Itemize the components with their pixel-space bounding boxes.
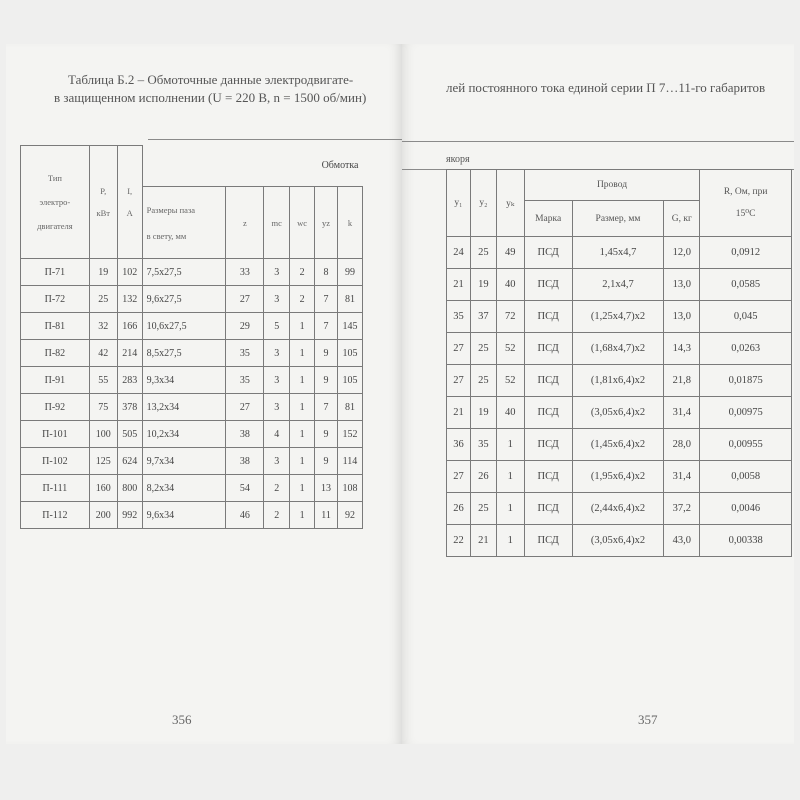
wire-mark-cell: ПСД [524,269,572,301]
table-row [447,237,792,269]
motor-type-cell: П-81 [21,313,90,340]
weight-cell: 31,4 [664,461,700,493]
table-row [447,333,792,365]
k-cell: 81 [337,286,362,313]
header-y1: y₁ [447,170,471,237]
z-cell: 29 [226,313,264,340]
power-cell: 100 [89,421,117,448]
table-row [21,259,363,286]
wire-mark-cell: ПСД [524,461,572,493]
k-cell: 81 [337,394,362,421]
k-cell: 145 [337,313,362,340]
mc-cell: 3 [264,340,290,367]
group-header-armature: якоря [446,154,470,165]
header-power: P, кВт [89,146,117,259]
left-page [6,44,403,744]
motor-type-cell: П-71 [21,259,90,286]
current-cell: 992 [117,502,142,529]
wc-cell: 1 [290,367,315,394]
z-cell: 35 [226,367,264,394]
current-cell: 283 [117,367,142,394]
current-cell: 214 [117,340,142,367]
slot-size-cell: 9,3x34 [142,367,226,394]
table-row [447,269,792,301]
power-cell: 55 [89,367,117,394]
yk-cell: 72 [496,301,524,333]
wire-size-cell: 2,1x4,7 [572,269,664,301]
wire-mark-cell: ПСД [524,493,572,525]
header-slot-size: Размеры паза в свету, мм [142,187,226,259]
wc-cell: 1 [290,448,315,475]
wire-mark-cell: ПСД [524,237,572,269]
y2-cell: 25 [470,333,496,365]
weight-cell: 31,4 [664,397,700,429]
resistance-cell: 0,0912 [700,237,792,269]
wire-mark-cell: ПСД [524,525,572,557]
current-cell: 132 [117,286,142,313]
mc-cell: 3 [264,259,290,286]
weight-cell: 14,3 [664,333,700,365]
wire-size-cell: (1,68x4,7)x2 [572,333,664,365]
current-cell: 378 [117,394,142,421]
header-k: k [337,187,362,259]
table-caption-continued: лей постоянного тока единой серии П 7…11-го габаритов [446,80,766,95]
y1-cell: 35 [447,301,471,333]
wire-mark-cell: ПСД [524,365,572,397]
power-cell: 32 [89,313,117,340]
k-cell: 114 [337,448,362,475]
weight-cell: 12,0 [664,237,700,269]
table-caption-line2: в защищенном исполнении (U = 220 В, n = 1500 об/мин) [54,90,367,105]
header-weight: G, кг [664,201,700,237]
y2-cell: 19 [470,397,496,429]
table-row [21,448,363,475]
y1-cell: 21 [447,269,471,301]
slot-size-cell: 8,5x27,5 [142,340,226,367]
y2-cell: 35 [470,429,496,461]
slot-size-cell: 8,2x34 [142,475,226,502]
yz-cell: 7 [315,394,338,421]
yz-cell: 9 [315,367,338,394]
resistance-cell: 0,0058 [700,461,792,493]
motor-type-cell: П-92 [21,394,90,421]
motor-type-cell: П-91 [21,367,90,394]
yz-cell: 11 [315,502,338,529]
mc-cell: 2 [264,502,290,529]
resistance-cell: 0,00955 [700,429,792,461]
resistance-cell: 0,00975 [700,397,792,429]
y1-cell: 27 [447,333,471,365]
wire-size-cell: (3,05x6,4)x2 [572,397,664,429]
y2-cell: 19 [470,269,496,301]
top-rule [148,139,402,140]
mc-cell: 3 [264,286,290,313]
z-cell: 38 [226,421,264,448]
yz-cell: 9 [315,448,338,475]
current-cell: 624 [117,448,142,475]
table-row [447,525,792,557]
wire-size-cell: 1,45x4,7 [572,237,664,269]
resistance-cell: 0,0046 [700,493,792,525]
weight-cell: 13,0 [664,301,700,333]
yk-cell: 1 [496,525,524,557]
wc-cell: 1 [290,394,315,421]
wire-size-cell: (1,25x4,7)x2 [572,301,664,333]
weight-cell: 43,0 [664,525,700,557]
yk-cell: 1 [496,461,524,493]
y1-cell: 27 [447,461,471,493]
weight-cell: 37,2 [664,493,700,525]
motor-type-cell: П-101 [21,421,90,448]
yz-cell: 7 [315,286,338,313]
current-cell: 505 [117,421,142,448]
wire-size-cell: (1,45x6,4)x2 [572,429,664,461]
table-row [21,313,363,340]
table-row [447,429,792,461]
yz-cell: 9 [315,340,338,367]
yk-cell: 49 [496,237,524,269]
header-winding-group: Обмотка [142,146,362,187]
wc-cell: 2 [290,259,315,286]
yz-cell: 9 [315,421,338,448]
y1-cell: 36 [447,429,471,461]
top-rule-right [402,141,794,142]
table-row [21,475,363,502]
z-cell: 33 [226,259,264,286]
power-cell: 200 [89,502,117,529]
mc-cell: 4 [264,421,290,448]
power-cell: 42 [89,340,117,367]
mc-cell: 2 [264,475,290,502]
z-cell: 35 [226,340,264,367]
header-wire-group: Провод [524,170,700,201]
yk-cell: 1 [496,493,524,525]
y1-cell: 24 [447,237,471,269]
table-row [447,461,792,493]
wire-size-cell: (1,81x6,4)x2 [572,365,664,397]
wc-cell: 2 [290,286,315,313]
z-cell: 27 [226,394,264,421]
y2-cell: 25 [470,237,496,269]
k-cell: 99 [337,259,362,286]
y1-cell: 21 [447,397,471,429]
y2-cell: 21 [470,525,496,557]
header-size: Размер, мм [572,201,664,237]
y1-cell: 26 [447,493,471,525]
mc-cell: 3 [264,394,290,421]
power-cell: 125 [89,448,117,475]
motor-type-cell: П-82 [21,340,90,367]
power-cell: 75 [89,394,117,421]
slot-size-cell: 10,6x27,5 [142,313,226,340]
yk-cell: 1 [496,429,524,461]
page-number: 356 [172,712,192,727]
z-cell: 46 [226,502,264,529]
k-cell: 105 [337,367,362,394]
y1-cell: 27 [447,365,471,397]
left-table-body [21,259,363,529]
power-cell: 19 [89,259,117,286]
table-row [21,394,363,421]
winding-table-right [446,169,792,557]
y1-cell: 22 [447,525,471,557]
z-cell: 27 [226,286,264,313]
wc-cell: 1 [290,421,315,448]
k-cell: 152 [337,421,362,448]
header-motor-type: Тип электро- двигателя [21,146,90,259]
table-caption-line1: Таблица Б.2 – Обмоточные данные электродвигате- [68,72,354,87]
slot-size-cell: 13,2x34 [142,394,226,421]
yk-cell: 52 [496,333,524,365]
wire-size-cell: (3,05x6,4)x2 [572,525,664,557]
y2-cell: 25 [470,493,496,525]
slot-size-cell: 10,2x34 [142,421,226,448]
weight-cell: 21,8 [664,365,700,397]
header-yz: yz [315,187,338,259]
yz-cell: 7 [315,313,338,340]
table-row [447,397,792,429]
table-row [447,301,792,333]
mc-cell: 5 [264,313,290,340]
weight-cell: 28,0 [664,429,700,461]
slot-size-cell: 9,7x34 [142,448,226,475]
table-row [21,367,363,394]
wc-cell: 1 [290,475,315,502]
yz-cell: 13 [315,475,338,502]
slot-size-cell: 9,6x34 [142,502,226,529]
current-cell: 102 [117,259,142,286]
power-cell: 160 [89,475,117,502]
right-table-body [447,237,792,557]
power-cell: 25 [89,286,117,313]
header-wc: wc [290,187,315,259]
header-y2: y₂ [470,170,496,237]
table-row [21,421,363,448]
wire-mark-cell: ПСД [524,397,572,429]
slot-size-cell: 9,6x27,5 [142,286,226,313]
header-mark: Марка [524,201,572,237]
table-row [21,340,363,367]
wc-cell: 1 [290,313,315,340]
wire-size-cell: (2,44x6,4)x2 [572,493,664,525]
k-cell: 108 [337,475,362,502]
motor-type-cell: П-111 [21,475,90,502]
current-cell: 166 [117,313,142,340]
page-number: 357 [638,712,658,727]
current-cell: 800 [117,475,142,502]
yk-cell: 40 [496,269,524,301]
motor-type-cell: П-102 [21,448,90,475]
z-cell: 54 [226,475,264,502]
slot-size-cell: 7,5x27,5 [142,259,226,286]
motor-type-cell: П-72 [21,286,90,313]
weight-cell: 13,0 [664,269,700,301]
y2-cell: 37 [470,301,496,333]
resistance-cell: 0,01875 [700,365,792,397]
table-row [21,502,363,529]
table-row [447,493,792,525]
winding-table-left [20,145,363,529]
k-cell: 92 [337,502,362,529]
yk-cell: 40 [496,397,524,429]
mc-cell: 3 [264,448,290,475]
header-z: z [226,187,264,259]
header-resistance: R, Ом, при 15⁰C [700,170,792,237]
table-row [447,365,792,397]
k-cell: 105 [337,340,362,367]
resistance-cell: 0,00338 [700,525,792,557]
yz-cell: 8 [315,259,338,286]
yk-cell: 52 [496,365,524,397]
header-yk: yₖ [496,170,524,237]
wc-cell: 1 [290,340,315,367]
wire-size-cell: (1,95x6,4)x2 [572,461,664,493]
resistance-cell: 0,0263 [700,333,792,365]
motor-type-cell: П-112 [21,502,90,529]
right-page [402,44,794,744]
header-current: I, A [117,146,142,259]
wire-mark-cell: ПСД [524,333,572,365]
header-mc: mc [264,187,290,259]
resistance-cell: 0,045 [700,301,792,333]
y2-cell: 26 [470,461,496,493]
y2-cell: 25 [470,365,496,397]
z-cell: 38 [226,448,264,475]
wc-cell: 1 [290,502,315,529]
table-row [21,286,363,313]
mc-cell: 3 [264,367,290,394]
resistance-cell: 0,0585 [700,269,792,301]
wire-mark-cell: ПСД [524,429,572,461]
wire-mark-cell: ПСД [524,301,572,333]
